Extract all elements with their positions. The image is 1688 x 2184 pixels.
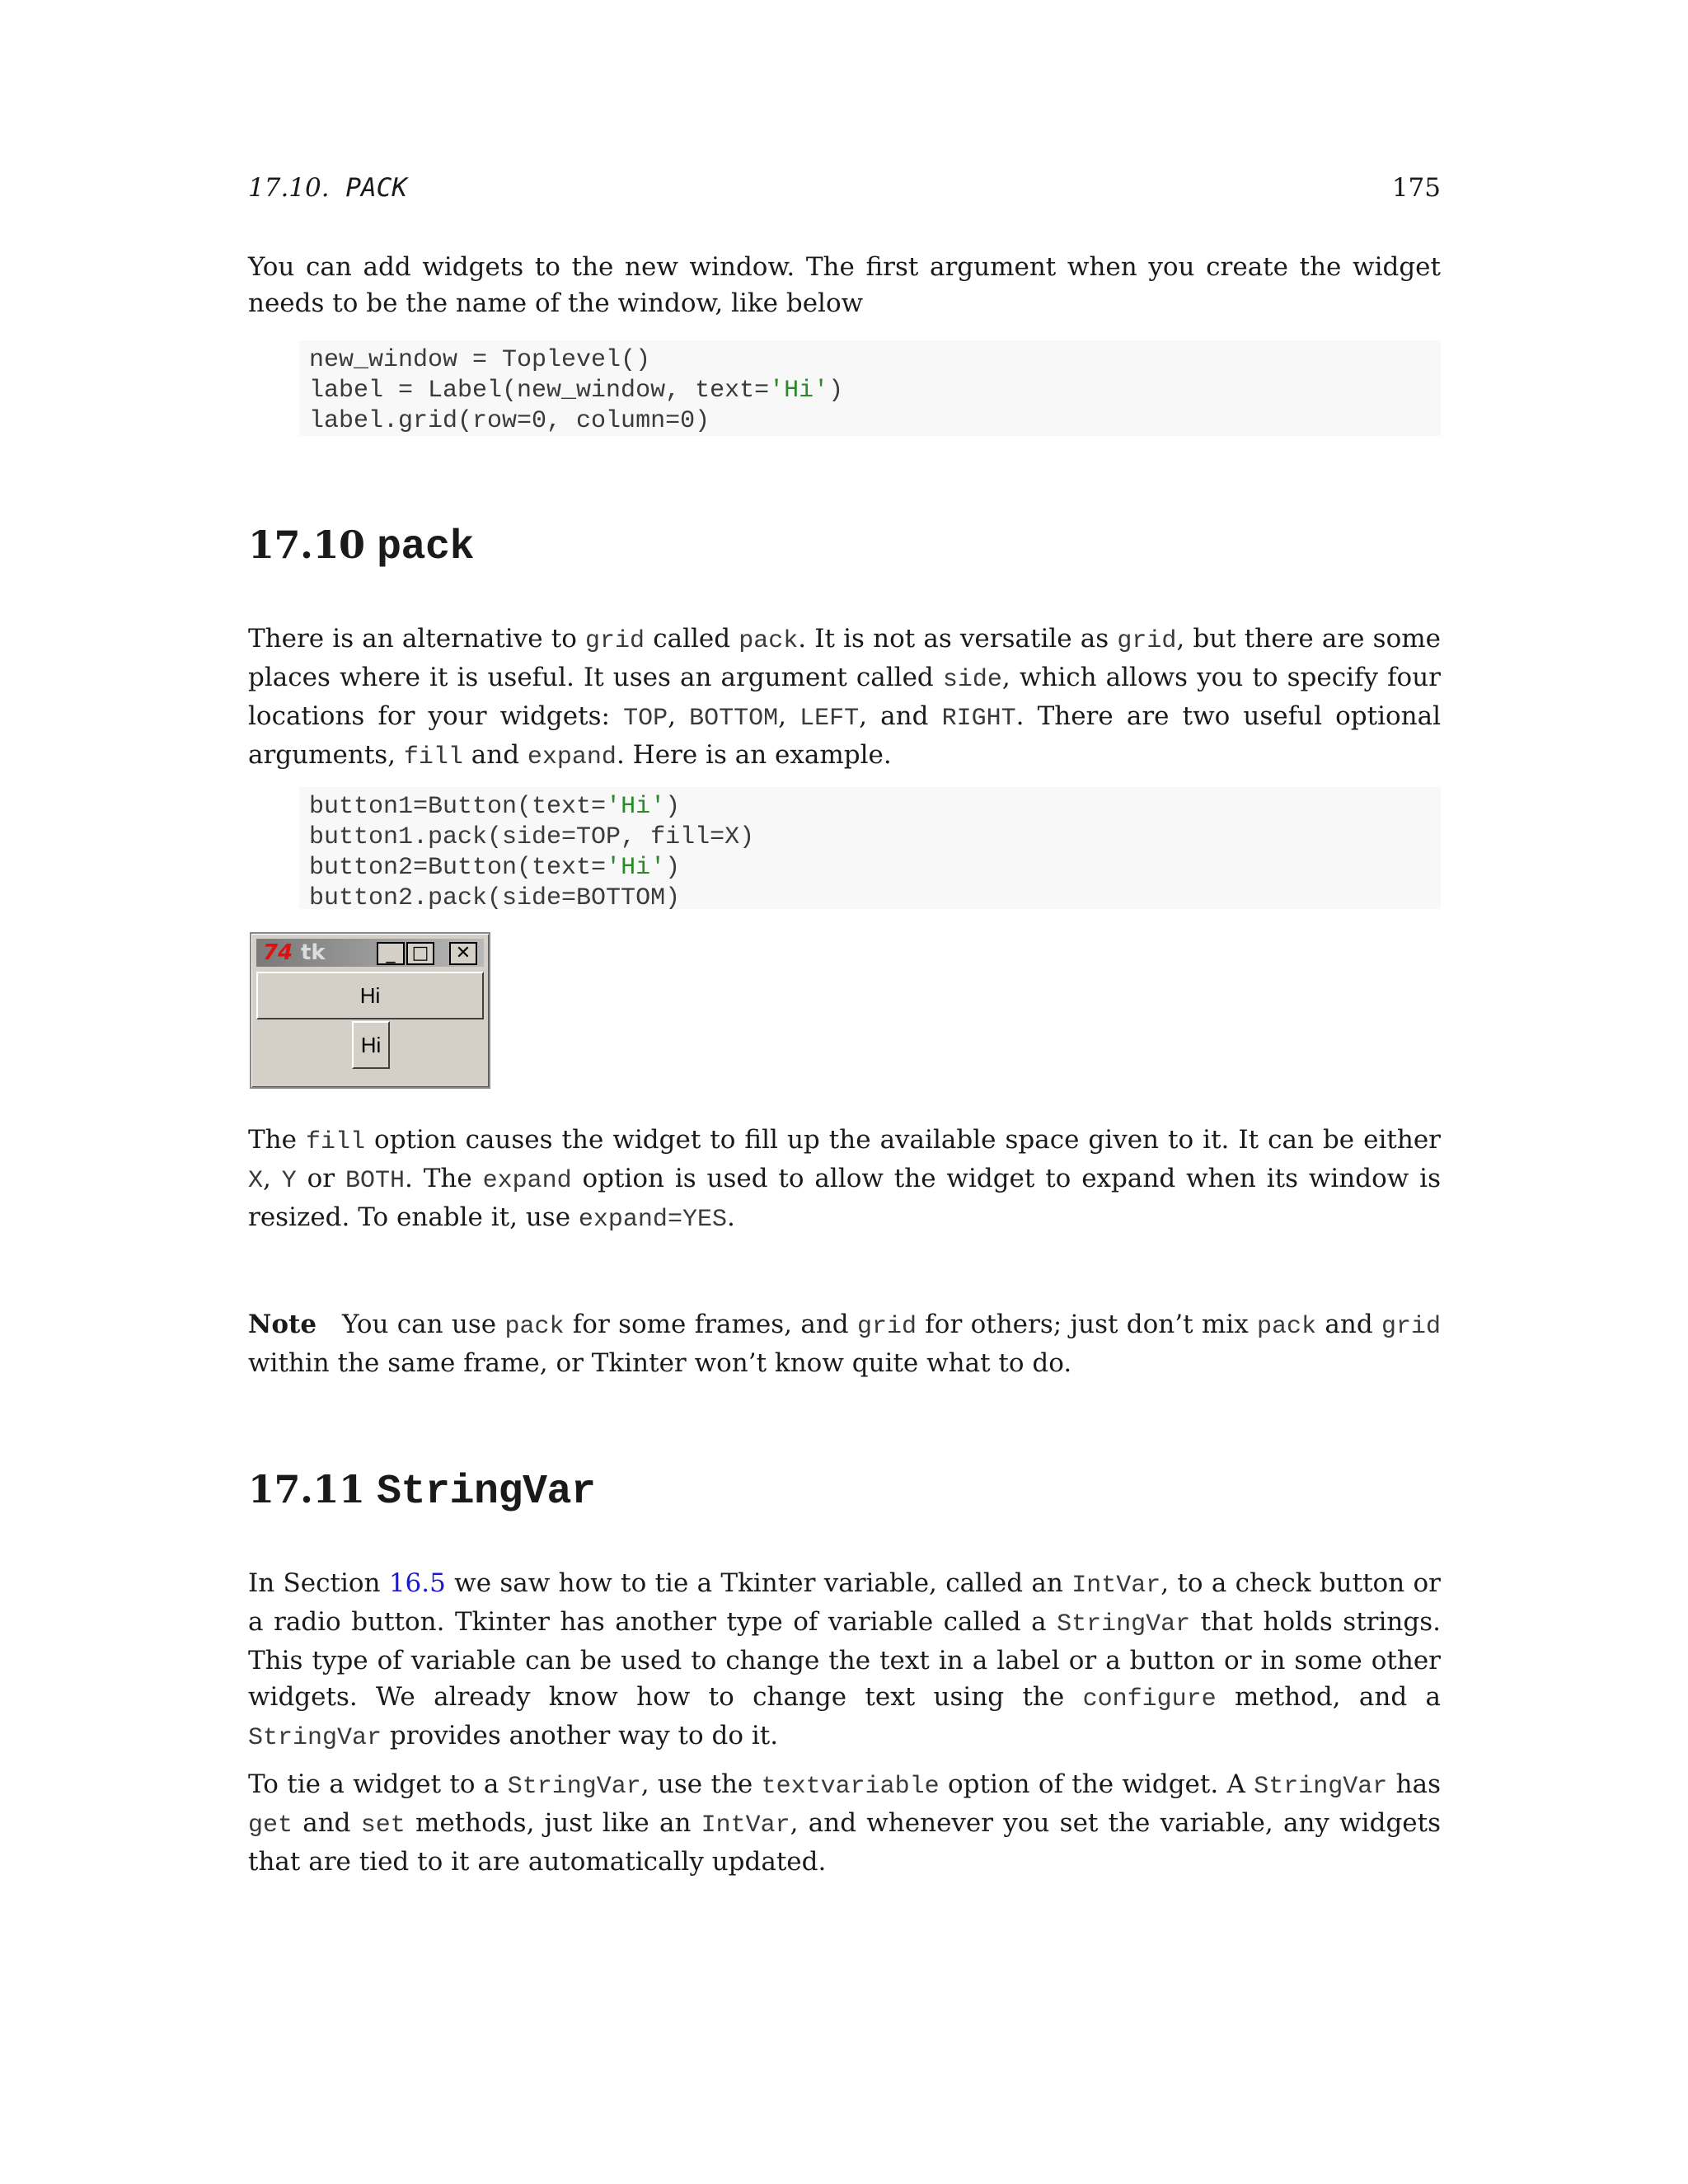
fill-paragraph: The fill option causes the widget to fill up the available space given to it. It can be either X, Y or BOTH. The expand option is used to allow the widget to expand when its window is resized. To enable it, use expand=YES. <box>248 1125 1442 1234</box>
section-heading-pack: 17.10 pack <box>248 523 475 571</box>
section-heading-stringvar: 17.11 StringVar <box>248 1467 596 1516</box>
note-label: Note <box>248 1310 317 1339</box>
running-head <box>248 173 1441 203</box>
code-block-toplevel: new_window = Toplevel() label = Label(new_window, text='Hi') label.grid(row=0, column=0) <box>299 340 1441 436</box>
tk-button-top[interactable]: Hi <box>256 972 484 1019</box>
pack-paragraph: There is an alternative to grid called pack. It is not as versatile as grid, but there are some places where it is useful. It uses an argument called side, which allows you to specify four locations for your widgets: TOP, BOTTOM, LEFT, and RIGHT. There are two useful optional arguments, fill and expand. Here is an example. <box>248 624 1442 771</box>
chapter-heading: 17.10. PACK <box>248 173 407 203</box>
tk-window-screenshot <box>250 932 490 1089</box>
tk-titlebar <box>256 939 484 967</box>
page-number: 175 <box>1391 173 1441 203</box>
minimize-icon[interactable]: _ <box>377 942 405 965</box>
maximize-icon[interactable]: □ <box>406 942 434 965</box>
stringvar-paragraph-2: To tie a widget to a StringVar, use the textvariable option of the widget. A StringVar has get and set methods, just like an IntVar, and whenever you set the variable, any widgets that are tied to it are automatically updated. <box>248 1769 1441 1877</box>
note-paragraph: Note You can use pack for some frames, and grid for others; just don’t mix pack and grid within the same frame, or Tkinter won’t know quite what to do. <box>248 1310 1442 1378</box>
tk-window-title: tk <box>301 940 326 965</box>
intro-paragraph: You can add widgets to the new window. The first argument when you create the widget needs to be the name of the window, like below <box>248 252 1441 318</box>
close-icon[interactable]: ✕ <box>449 942 477 965</box>
stringvar-paragraph-1: In Section 16.5 we saw how to tie a Tkinter variable, called an IntVar, to a check button or a radio button. Tkinter has another type of variable called a StringVar that holds strings. This type of variable can be used to change the text in a label or a button or in some other widgets. We already know how to change text using the configure method, and a StringVar provides another way to do it. <box>248 1568 1441 1752</box>
code-block-pack-example: button1=Button(text='Hi') button1.pack(side=TOP, fill=X) button2=Button(text='Hi') button2.pack(side=BOTTOM) <box>299 787 1441 909</box>
tk-button-bottom[interactable]: Hi <box>352 1021 390 1069</box>
section-link[interactable]: 16.5 <box>388 1568 446 1598</box>
tk-logo-icon: 74 <box>263 940 293 965</box>
